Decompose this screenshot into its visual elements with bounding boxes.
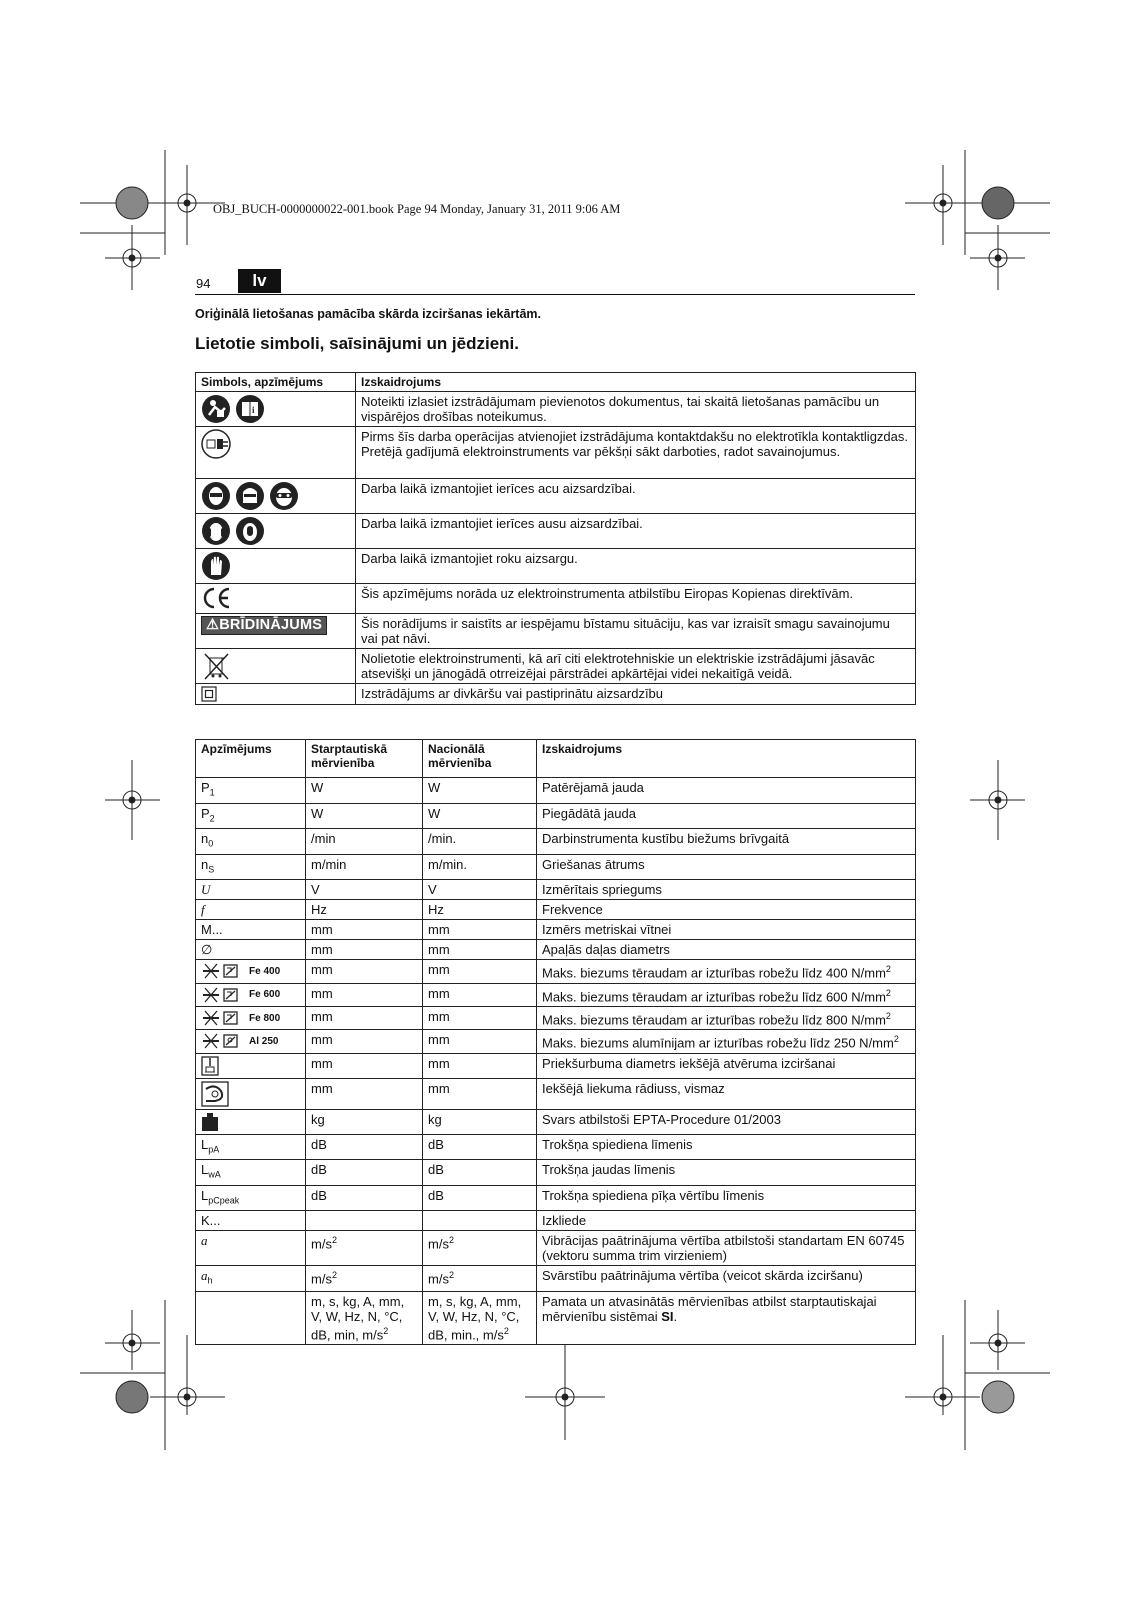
unit-superscript: 2: [448, 1235, 454, 1246]
national-unit-cell: [423, 1292, 537, 1345]
explanation-cell: [537, 1030, 916, 1053]
explanation-text: Svārstību paātrinājuma vērtība (veicot skārda izciršanu): [542, 1268, 863, 1284]
unit-text: mm: [311, 1032, 333, 1048]
table-row: [196, 803, 916, 829]
unit-text: mm: [311, 1009, 333, 1025]
explanation-cell: [537, 829, 916, 855]
material-label: Fe 800: [249, 1012, 281, 1024]
national-unit-cell: [423, 778, 537, 804]
unit-text: mm: [428, 1032, 450, 1048]
national-unit-cell: [423, 1053, 537, 1078]
unit-text: dB: [311, 1136, 327, 1152]
designation-cell: [196, 778, 306, 804]
designation-subscript: pA: [208, 1144, 220, 1155]
designation-symbol: L: [201, 1187, 209, 1203]
designation-subscript: 0: [208, 838, 214, 849]
table-row: [196, 778, 916, 804]
unit-text: m/min: [311, 856, 347, 872]
ear-protection-icon: [201, 516, 233, 546]
designation-symbol: a: [201, 1268, 208, 1284]
national-unit-cell: [423, 1266, 537, 1292]
unit-text: m/s: [311, 1271, 332, 1287]
table-row: [196, 1185, 916, 1211]
double-insulation-icon: [201, 686, 217, 702]
designation-cell: [196, 900, 306, 920]
explanation-text: Maks. biezums tēraudam ar izturības robežu līdz 400 N/mm: [542, 965, 886, 981]
unit-text: mm: [428, 1009, 450, 1025]
unit-text: dB: [428, 1136, 444, 1152]
explanation-text: Apaļās daļas diametrs: [542, 942, 670, 958]
explanation-cell: [537, 1211, 916, 1231]
symbol-description: Izstrādājums ar divkāršu vai pastiprinātu aizsardzību: [356, 684, 916, 705]
explanation-cell: [537, 1160, 916, 1186]
unit-text: W: [311, 780, 324, 795]
explanation-text: Pamata un atvasinātās mērvienības atbilst starptautiskajai mērvienību sistēmai: [542, 1294, 877, 1325]
symbol-description: Šis norādījums ir saistīts ar iespējamu bīstamu situāciju, kas var izraisīt smagu savainojumu vai pat nāvi.: [356, 614, 916, 649]
col-header-designation: Apzīmējums: [196, 740, 306, 778]
explanation-text: Darbinstrumenta kustību biežums brīvgaitā: [542, 831, 790, 847]
intl-unit-cell: [306, 1231, 423, 1266]
national-unit-cell: [423, 960, 537, 983]
unit-text: /min.: [428, 831, 457, 847]
cut-steel-icon: [201, 986, 243, 1004]
intl-unit-cell: [306, 983, 423, 1006]
designation-symbol: n: [201, 831, 209, 847]
symbol-description: Darba laikā izmantojiet ierīces ausu aizsardzībai.: [356, 514, 916, 549]
explanation-text: Priekšurbuma diametrs iekšējā atvēruma izciršanai: [542, 1055, 836, 1071]
intl-unit-cell: [306, 829, 423, 855]
designation-cell: [196, 803, 306, 829]
intl-unit-cell: [306, 1134, 423, 1160]
explanation-text: Trokšņa spiediena pīķa vērtību līmenis: [542, 1187, 765, 1203]
designation-cell: [196, 1078, 306, 1109]
explanation-cell: [537, 1185, 916, 1211]
unit-text: mm: [428, 985, 450, 1001]
national-unit-cell: [423, 829, 537, 855]
explanation-text: Svars atbilstoši EPTA-Procedure 01/2003: [542, 1111, 781, 1127]
explanation-cell: [537, 1053, 916, 1078]
explanation-text: Maks. biezums tēraudam ar izturības robežu līdz 600 N/mm: [542, 989, 886, 1005]
table-row: [196, 1134, 916, 1160]
designation-symbol: M...: [201, 922, 223, 938]
designation-cell: [196, 940, 306, 960]
col-header-symbol: Simbols, apzīmējums: [196, 373, 356, 392]
explanation-cell: [537, 1292, 916, 1345]
unit-text: m/min.: [428, 856, 467, 872]
unit-text: dB: [311, 1187, 327, 1203]
designation-cell: [196, 1185, 306, 1211]
unit-text: V: [311, 882, 320, 898]
unit-text: mm: [311, 1080, 333, 1096]
table-row: [196, 1160, 916, 1186]
unit-text: kg: [428, 1111, 442, 1127]
designation-subscript: pCpeak: [208, 1195, 240, 1206]
info-book-icon: [235, 394, 267, 424]
designation-cell: [196, 920, 306, 940]
designation-symbol: L: [201, 1136, 209, 1152]
unit-text: W: [428, 780, 441, 795]
unit-superscript: 2: [331, 1235, 337, 1246]
intl-unit-cell: [306, 1030, 423, 1053]
explanation-cell: [537, 1078, 916, 1109]
designation-cell: [196, 1053, 306, 1078]
explanation-cell: [537, 983, 916, 1006]
col-header-explanation: Izskaidrojums: [356, 373, 916, 392]
explanation-superscript: 2: [893, 1034, 899, 1045]
page-number: 94: [196, 276, 211, 291]
explanation-text: Izmērītais spriegums: [542, 882, 662, 898]
designation-cell: [196, 1160, 306, 1186]
unit-text: mm: [311, 962, 333, 978]
unit-text: m/s: [428, 1236, 449, 1252]
explanation-text: Piegādātā jauda: [542, 805, 636, 821]
intl-unit-cell: [306, 1185, 423, 1211]
explanation-cell: [537, 1109, 916, 1134]
national-unit-cell: [423, 854, 537, 880]
unit-superscript: 2: [448, 1270, 454, 1281]
table-row: [196, 649, 916, 684]
material-label: Fe 400: [249, 965, 281, 977]
book-header: OBJ_BUCH-0000000022-001.book Page 94 Monday, January 31, 2011 9:06 AM: [213, 202, 621, 216]
table-row: [196, 684, 916, 705]
intl-unit-cell: [306, 1266, 423, 1292]
designation-subscript: h: [207, 1276, 213, 1287]
table-row: [196, 1292, 916, 1345]
explanation-text: Maks. biezums tēraudam ar izturības robežu līdz 800 N/mm: [542, 1012, 886, 1028]
table-header-row: [196, 740, 916, 778]
national-unit-cell: [423, 940, 537, 960]
explanation-superscript: 2: [885, 964, 891, 975]
intl-unit-cell: [306, 1078, 423, 1109]
intl-unit-cell: [306, 803, 423, 829]
unit-text: mm: [311, 985, 333, 1001]
designation-cell: [196, 1266, 306, 1292]
unit-text: /min: [311, 831, 336, 847]
goggles-icon: [269, 481, 301, 511]
table-row: [196, 514, 916, 549]
intl-unit-cell: [306, 1109, 423, 1134]
unit-superscript: 2: [331, 1270, 337, 1281]
language-tab: lv: [238, 269, 281, 293]
explanation-cell: [537, 1266, 916, 1292]
designation-cell: [196, 1211, 306, 1231]
unit-text: dB: [311, 1162, 327, 1178]
svg-text:i: i: [252, 405, 255, 415]
designation-cell: [196, 960, 306, 983]
explanation-end: .: [673, 1309, 678, 1325]
subtitle: Oriģinālā lietošanas pamācība skārda izciršanas iekārtām.: [195, 307, 542, 321]
designation-symbol: P: [201, 805, 210, 821]
table-row: [196, 1007, 916, 1030]
intl-unit-cell: [306, 960, 423, 983]
national-unit-cell: [423, 1134, 537, 1160]
table-row: [196, 880, 916, 900]
national-unit-cell: [423, 803, 537, 829]
explanation-cell: [537, 1231, 916, 1266]
ear-protection-icon: [235, 516, 267, 546]
unit-text: mm: [428, 922, 450, 938]
unit-text: m, s, kg, A, mm, V, W, Hz, N, °C, dB, min, m/s: [311, 1294, 405, 1343]
col-header-explanation: Izskaidrojums: [537, 740, 916, 778]
designation-symbol: L: [201, 1162, 209, 1178]
symbols-table: [195, 372, 916, 705]
intl-unit-cell: [306, 900, 423, 920]
explanation-text: Trokšņa spiediena līmenis: [542, 1136, 693, 1152]
designation-symbol: f: [201, 902, 205, 918]
explanation-cell: [537, 960, 916, 983]
designation-subscript: S: [208, 864, 215, 875]
designation-cell: [196, 1231, 306, 1266]
explanation-cell: [537, 854, 916, 880]
table-row: [196, 983, 916, 1006]
table-row: [196, 1266, 916, 1292]
material-label: Al 250: [249, 1035, 279, 1047]
read-manual-icon: [201, 394, 233, 424]
explanation-cell: [537, 803, 916, 829]
designation-symbol: a: [201, 1233, 208, 1249]
table-row: [196, 1053, 916, 1078]
national-unit-cell: [423, 920, 537, 940]
intl-unit-cell: [306, 854, 423, 880]
unit-text: Hz: [428, 902, 444, 918]
designation-symbol: P: [201, 780, 210, 795]
table-row: [196, 1211, 916, 1231]
national-unit-cell: [423, 1211, 537, 1231]
unit-text: mm: [311, 1055, 333, 1071]
designation-subscript: wA: [208, 1169, 221, 1180]
symbol-description: Darba laikā izmantojiet roku aizsargu.: [356, 549, 916, 584]
warning-badge: ⚠BRĪDINĀJUMS: [201, 616, 327, 635]
symbol-description: Darba laikā izmantojiet ierīces acu aizsardzībai.: [356, 479, 916, 514]
unit-text: dB: [428, 1187, 444, 1203]
cut-steel-icon: [201, 1009, 243, 1027]
explanation-text: Patērējamā jauda: [542, 780, 644, 795]
designation-symbol: n: [201, 856, 209, 872]
intl-unit-cell: [306, 1292, 423, 1345]
table-row: [196, 940, 916, 960]
unit-text: mm: [428, 942, 450, 958]
ce-mark-icon: [201, 586, 233, 610]
explanation-superscript: 2: [885, 987, 891, 998]
designation-subscript: 1: [209, 787, 215, 798]
face-shield-icon: [201, 481, 233, 511]
designation-cell: [196, 880, 306, 900]
designation-cell: [196, 1292, 306, 1345]
table-row: [196, 479, 916, 514]
explanation-cell: [537, 1134, 916, 1160]
intl-unit-cell: [306, 940, 423, 960]
unit-text: mm: [311, 922, 333, 938]
unit-text: W: [428, 805, 441, 821]
unit-superscript: 2: [503, 1326, 509, 1337]
table-row: [196, 829, 916, 855]
intl-unit-cell: [306, 880, 423, 900]
designation-cell: [196, 983, 306, 1006]
national-unit-cell: [423, 1231, 537, 1266]
unit-text: mm: [428, 1080, 450, 1096]
intl-unit-cell: [306, 1053, 423, 1078]
unit-text: V: [428, 882, 437, 898]
explanation-cell: [537, 920, 916, 940]
table-header-row: [196, 373, 916, 392]
unit-text: m, s, kg, A, mm, V, W, Hz, N, °C, dB, min., m/s: [428, 1294, 522, 1343]
national-unit-cell: [423, 1007, 537, 1030]
explanation-cell: [537, 940, 916, 960]
symbol-description: Nolietotie elektroinstrumenti, kā arī citi elektrotehniskie un elektriskie izstrādājumi jāsavāc atsevišķi un jānogādā otrreizējai pārstrādei apkārtējai videi nekaitīgā veidā.: [356, 649, 916, 684]
cut-steel-icon: [201, 962, 243, 980]
national-unit-cell: [423, 1185, 537, 1211]
explanation-cell: [537, 880, 916, 900]
national-unit-cell: [423, 880, 537, 900]
designation-cell: [196, 1030, 306, 1053]
national-unit-cell: [423, 1160, 537, 1186]
glove-icon: [201, 551, 233, 581]
pre-drill-icon: [201, 1056, 219, 1076]
bend-radius-icon: [201, 1081, 229, 1107]
table-row: [196, 1109, 916, 1134]
designation-cell: [196, 1109, 306, 1134]
header-rule: [195, 294, 915, 295]
table-row: [196, 920, 916, 940]
table-row: [196, 854, 916, 880]
explanation-text: Iekšējā liekuma rādiuss, vismaz: [542, 1080, 725, 1096]
table-row: [196, 1030, 916, 1053]
explanation-cell: [537, 900, 916, 920]
unit-superscript: 2: [383, 1326, 389, 1337]
unit-text: mm: [311, 942, 333, 958]
designation-symbol: U: [201, 882, 211, 898]
explanation-text: Frekvence: [542, 902, 603, 918]
table-row: [196, 1231, 916, 1266]
national-unit-cell: [423, 1078, 537, 1109]
explanation-text: Vibrācijas paātrinājuma vērtība atbilstoši standartam EN 60745 (vektoru summa trim virzieniem): [542, 1233, 905, 1264]
explanation-text: Izkliede: [542, 1213, 587, 1229]
table-row: [196, 614, 916, 649]
explanation-text: Izmērs metriskai vītnei: [542, 922, 672, 938]
col-header-intl-unit: Starptautiskā mērvienība: [306, 740, 423, 778]
explanation-cell: [537, 778, 916, 804]
symbol-description: Šis apzīmējums norāda uz elektroinstrumenta atbilstību Eiropas Kopienas direktīvām.: [356, 584, 916, 614]
unit-text: kg: [311, 1111, 325, 1127]
weight-icon: [201, 1112, 219, 1132]
national-unit-cell: [423, 983, 537, 1006]
national-unit-cell: [423, 1109, 537, 1134]
designation-cell: [196, 854, 306, 880]
unplug-icon: [201, 429, 233, 459]
material-label: Fe 600: [249, 989, 281, 1001]
intl-unit-cell: [306, 1211, 423, 1231]
designation-subscript: 2: [209, 813, 215, 824]
intl-unit-cell: [306, 920, 423, 940]
explanation-cell: [537, 1007, 916, 1030]
designation-symbol: ∅: [201, 942, 213, 958]
explanation-superscript: 2: [885, 1011, 891, 1022]
warning-badge-label: BRĪDINĀJUMS: [219, 617, 323, 633]
table-row: [196, 1078, 916, 1109]
table-row: [196, 549, 916, 584]
national-unit-cell: [423, 1030, 537, 1053]
crossed-bin-icon: [201, 651, 233, 681]
designation-symbol: K...: [201, 1213, 221, 1229]
unit-text: m/s: [428, 1271, 449, 1287]
welding-mask-icon: [235, 481, 267, 511]
table-row: [196, 392, 916, 427]
designation-cell: [196, 1007, 306, 1030]
table-row: [196, 584, 916, 614]
symbol-description: Pirms šīs darba operācijas atvienojiet izstrādājuma kontaktdakšu no elektrotīkla kontaktligzdas. Pretējā gadījumā elektroinstruments var pēkšņi sākt darboties, radot savainojumus.: [356, 427, 916, 479]
explanation-bold: SI: [661, 1309, 674, 1325]
national-unit-cell: [423, 900, 537, 920]
cut-aluminium-icon: [201, 1032, 243, 1050]
intl-unit-cell: [306, 778, 423, 804]
symbol-description: Noteikti izlasiet izstrādājumam pievienotos dokumentus, tai skaitā lietošanas pamācību un vispārējos drošības noteikumus.: [356, 392, 916, 427]
unit-text: Hz: [311, 902, 327, 918]
table-row: [196, 900, 916, 920]
col-header-national-unit: Nacionālā mērvienība: [423, 740, 537, 778]
designation-cell: [196, 829, 306, 855]
unit-text: W: [311, 805, 324, 821]
designation-cell: [196, 1134, 306, 1160]
intl-unit-cell: [306, 1007, 423, 1030]
unit-text: m/s: [311, 1236, 332, 1252]
page-title: Lietotie simboli, saīsinājumi un jēdzieni.: [195, 334, 520, 353]
table-row: [196, 960, 916, 983]
table-row: [196, 427, 916, 479]
explanation-text: Trokšņa jaudas līmenis: [542, 1162, 676, 1178]
unit-text: mm: [428, 962, 450, 978]
unit-text: mm: [428, 1055, 450, 1071]
units-table: [195, 739, 916, 1345]
explanation-text: Maks. biezums alumīnijam ar izturības robežu līdz 250 N/mm: [542, 1035, 894, 1051]
explanation-text: Griešanas ātrums: [542, 856, 645, 872]
unit-text: dB: [428, 1162, 444, 1178]
intl-unit-cell: [306, 1160, 423, 1186]
